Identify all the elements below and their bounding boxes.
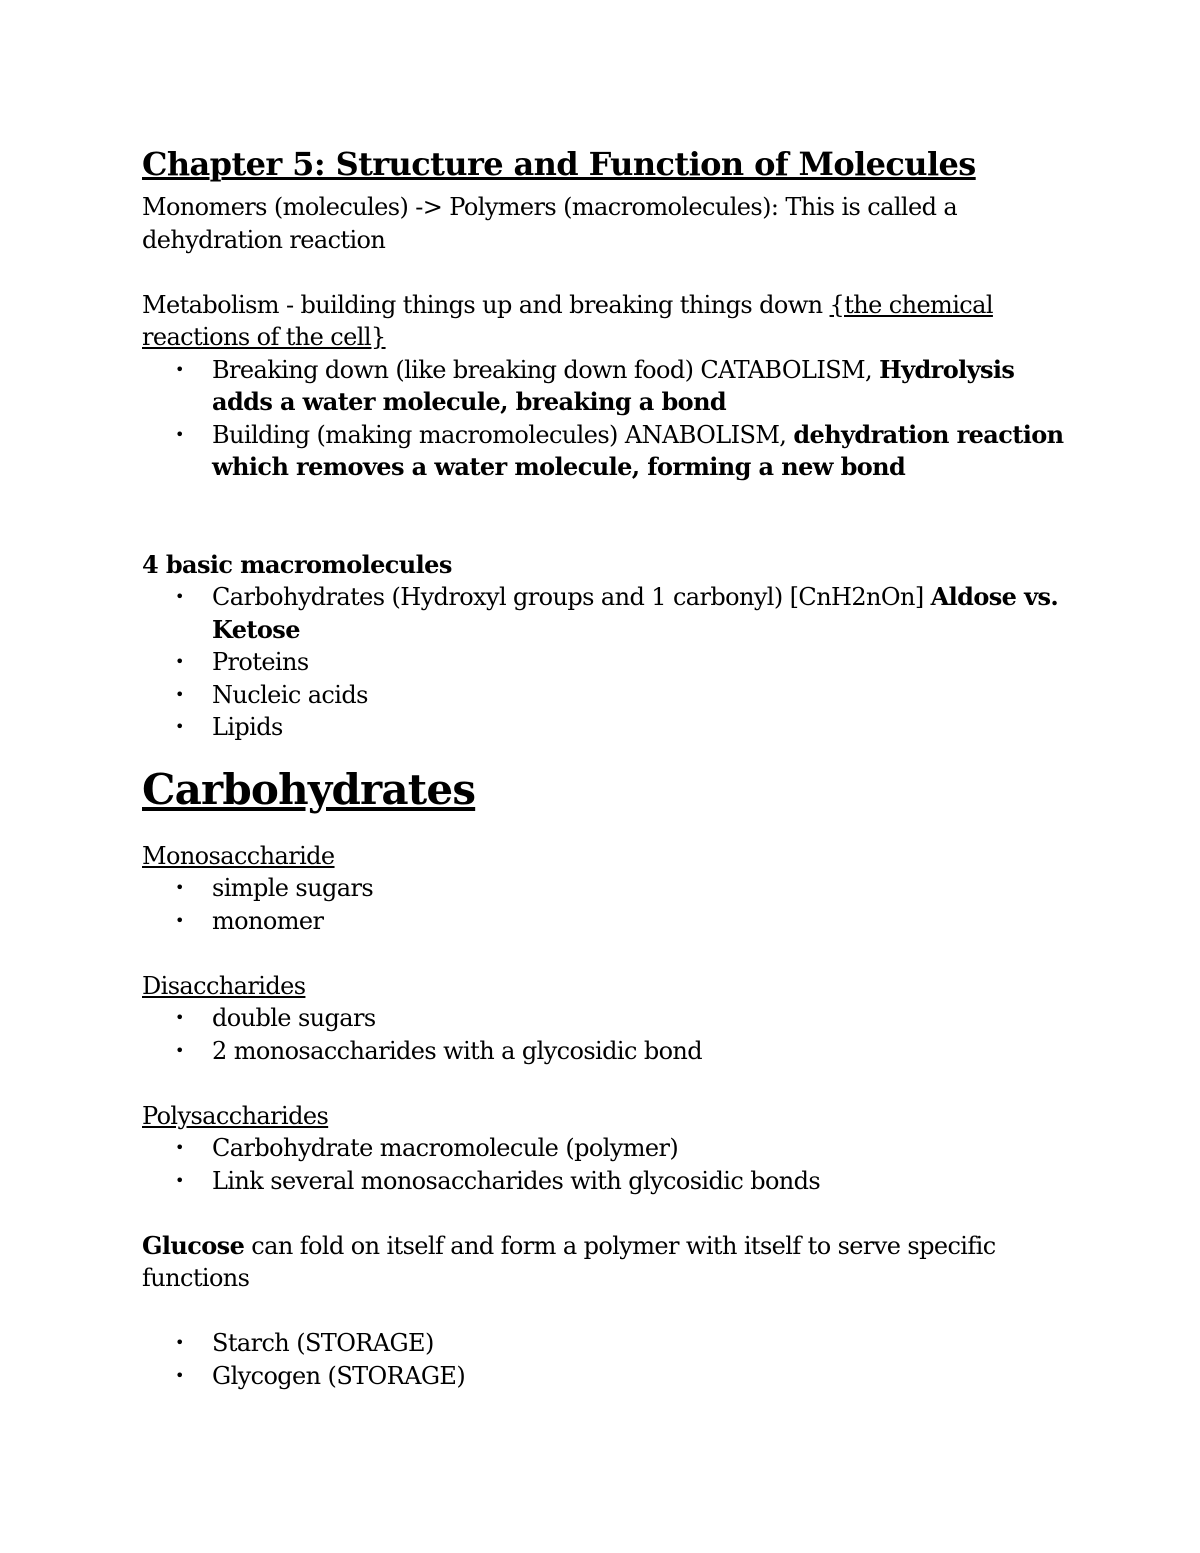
bullet-icon: • [175, 1040, 184, 1060]
list-item [142, 711, 1072, 744]
list-item-text: simple sugars [212, 874, 374, 902]
list-item-text: Link several monosaccharides with glycosidic bonds [212, 1166, 821, 1195]
hydrolysis-text: Hydrolysis adds a water molecule, breaking a bond [212, 354, 1015, 416]
list-item-text: double sugars [212, 1004, 376, 1032]
metabolism-underlined-note: {the chemical reactions of the cell} [142, 290, 993, 351]
polysaccharides-list [142, 1132, 1072, 1197]
macromolecules-heading: 4 basic macromolecules [142, 549, 452, 579]
metabolism-lead: Metabolism - building things up and breaking things down [142, 290, 830, 319]
nucleic-acids-item: Nucleic acids [212, 680, 368, 709]
list-item [142, 1002, 1072, 1035]
list-item-text: 2 monosaccharides with a glycosidic bond [212, 1036, 703, 1065]
lipids-item: Lipids [212, 713, 283, 741]
list-item [142, 419, 1072, 484]
macromolecules-list [142, 581, 1072, 744]
spacer [142, 484, 1072, 549]
metabolism-list [142, 354, 1072, 484]
metabolism-paragraph [142, 289, 1072, 354]
bullet-icon: • [175, 1333, 184, 1352]
bullet-icon: • [175, 684, 184, 704]
bullet-icon: • [175, 717, 184, 736]
proteins-item: Proteins [212, 648, 309, 676]
list-item [142, 1035, 1072, 1068]
disaccharides-list [142, 1002, 1072, 1067]
list-item [142, 1360, 1072, 1393]
list-item [142, 679, 1072, 712]
glycogen-item: Glycogen (STORAGE) [212, 1361, 466, 1390]
list-item [142, 1327, 1072, 1360]
bullet-icon: • [175, 1170, 184, 1190]
storage-list [142, 1327, 1072, 1392]
spacer [142, 937, 1072, 970]
monosaccharide-list [142, 872, 1072, 937]
spacer [142, 256, 1072, 289]
list-item [142, 581, 1072, 646]
list-item [142, 905, 1072, 938]
catabolism-text: Breaking down (like breaking down food) CATABOLISM, [212, 355, 880, 384]
glucose-paragraph [142, 1230, 1072, 1295]
glucose-term: Glucose [142, 1230, 245, 1260]
polysaccharides-heading: Polysaccharides [142, 1101, 329, 1130]
bullet-icon: • [175, 878, 184, 897]
list-item [142, 1132, 1072, 1165]
list-item [142, 872, 1072, 905]
bullet-icon: • [175, 910, 184, 930]
list-item-text: monomer [212, 906, 324, 935]
bullet-icon: • [175, 652, 184, 671]
dehydration-text: dehydration reaction which removes a water molecule, forming a new bond [212, 419, 1064, 481]
bullet-icon: • [175, 424, 184, 444]
aldose-ketose-text: Aldose vs. Ketose [212, 582, 1059, 644]
anabolism-text: Building (making macromolecules) ANABOLISM, [212, 420, 794, 449]
document-page [142, 144, 1072, 1392]
spacer [142, 1295, 1072, 1328]
list-item [142, 1165, 1072, 1198]
carbohydrates-title: Carbohydrates [142, 764, 476, 814]
bullet-icon: • [175, 587, 184, 606]
list-item-text: Carbohydrate macromolecule (polymer) [212, 1134, 679, 1162]
glucose-description: can fold on itself and form a polymer with itself to serve specific functions [142, 1231, 996, 1292]
intro-paragraph: Monomers (molecules) -> Polymers (macromolecules): This is called a dehydration reaction [142, 193, 958, 254]
disaccharides-heading: Disaccharides [142, 971, 306, 1000]
monosaccharide-heading: Monosaccharide [142, 841, 335, 870]
bullet-icon: • [175, 359, 184, 379]
starch-item: Starch (STORAGE) [212, 1329, 434, 1357]
spacer [142, 1067, 1072, 1100]
carbohydrates-item-text: Carbohydrates (Hydroxyl groups and 1 carbonyl) [CnH2nOn] [212, 583, 931, 611]
bullet-icon: • [175, 1138, 184, 1157]
list-item [142, 646, 1072, 679]
bullet-icon: • [175, 1365, 184, 1385]
list-item [142, 354, 1072, 419]
spacer [142, 1197, 1072, 1230]
chapter-title: Chapter 5: Structure and Function of Molecules [142, 145, 976, 183]
bullet-icon: • [175, 1008, 184, 1027]
